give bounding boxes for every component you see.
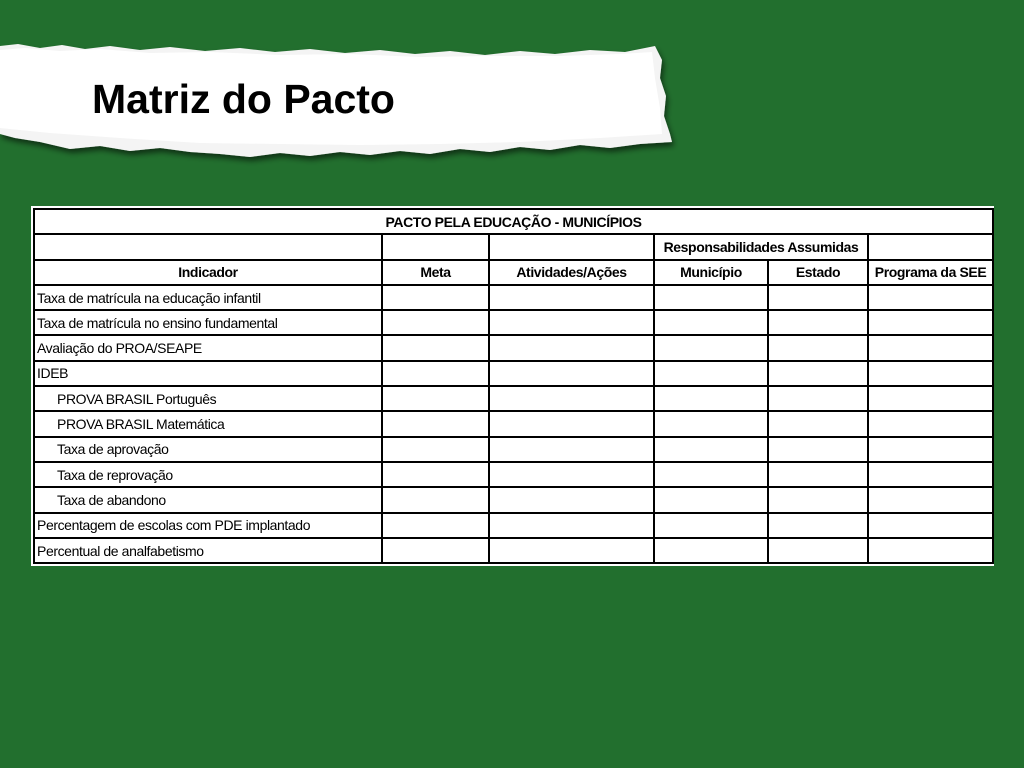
meta-cell	[382, 335, 489, 360]
atividades-cell	[489, 335, 654, 360]
column-header-row	[34, 260, 993, 285]
header-municipio: Município	[654, 260, 768, 285]
programa-cell	[868, 538, 993, 563]
table-row	[34, 335, 993, 360]
estado-cell	[768, 462, 868, 487]
meta-cell	[382, 462, 489, 487]
header-indicador: Indicador	[34, 260, 382, 285]
row-label: IDEB	[34, 361, 382, 386]
municipio-cell	[654, 437, 768, 462]
empty-cell	[868, 234, 993, 259]
municipio-cell	[654, 411, 768, 436]
header-meta: Meta	[382, 260, 489, 285]
table-row	[34, 386, 993, 411]
municipio-cell	[654, 361, 768, 386]
atividades-cell	[489, 487, 654, 512]
pact-table	[33, 208, 994, 564]
meta-cell	[382, 411, 489, 436]
estado-cell	[768, 437, 868, 462]
programa-cell	[868, 513, 993, 538]
table-row	[34, 437, 993, 462]
row-label: Taxa de matrícula no ensino fundamental	[34, 310, 382, 335]
municipio-cell	[654, 538, 768, 563]
estado-cell	[768, 386, 868, 411]
slide-title: Matriz do Pacto	[92, 76, 395, 122]
atividades-cell	[489, 285, 654, 310]
programa-cell	[868, 335, 993, 360]
atividades-cell	[489, 310, 654, 335]
empty-cell	[489, 234, 654, 259]
atividades-cell	[489, 513, 654, 538]
empty-cell	[382, 234, 489, 259]
row-label: Percentagem de escolas com PDE implantado	[34, 513, 382, 538]
estado-cell	[768, 285, 868, 310]
municipio-cell	[654, 462, 768, 487]
atividades-cell	[489, 361, 654, 386]
atividades-cell	[489, 437, 654, 462]
estado-cell	[768, 335, 868, 360]
meta-cell	[382, 487, 489, 512]
header-programa: Programa da SEE	[868, 260, 993, 285]
row-label: Taxa de aprovação	[34, 437, 382, 462]
row-label: Taxa de matrícula na educação infantil	[34, 285, 382, 310]
table-row	[34, 361, 993, 386]
estado-cell	[768, 487, 868, 512]
header-atividades: Atividades/Ações	[489, 260, 654, 285]
programa-cell	[868, 285, 993, 310]
table-row	[34, 538, 993, 563]
row-label: PROVA BRASIL Matemática	[34, 411, 382, 436]
table-title: PACTO PELA EDUCAÇÃO - MUNICÍPIOS	[34, 209, 993, 234]
empty-cell	[34, 234, 382, 259]
estado-cell	[768, 538, 868, 563]
group-header-row	[34, 234, 993, 259]
table-row	[34, 462, 993, 487]
meta-cell	[382, 386, 489, 411]
municipio-cell	[654, 285, 768, 310]
meta-cell	[382, 437, 489, 462]
meta-cell	[382, 361, 489, 386]
row-label: PROVA BRASIL Português	[34, 386, 382, 411]
atividades-cell	[489, 411, 654, 436]
table-row	[34, 310, 993, 335]
estado-cell	[768, 513, 868, 538]
programa-cell	[868, 310, 993, 335]
programa-cell	[868, 437, 993, 462]
municipio-cell	[654, 386, 768, 411]
header-estado: Estado	[768, 260, 868, 285]
meta-cell	[382, 538, 489, 563]
row-label: Taxa de reprovação	[34, 462, 382, 487]
table-row	[34, 487, 993, 512]
municipio-cell	[654, 487, 768, 512]
atividades-cell	[489, 462, 654, 487]
meta-cell	[382, 310, 489, 335]
municipio-cell	[654, 513, 768, 538]
responsibilities-header: Responsabilidades Assumidas	[654, 234, 868, 259]
row-label: Taxa de abandono	[34, 487, 382, 512]
meta-cell	[382, 285, 489, 310]
atividades-cell	[489, 386, 654, 411]
municipio-cell	[654, 310, 768, 335]
estado-cell	[768, 361, 868, 386]
table-row	[34, 513, 993, 538]
row-label: Percentual de analfabetismo	[34, 538, 382, 563]
table-row	[34, 411, 993, 436]
table-row	[34, 285, 993, 310]
programa-cell	[868, 411, 993, 436]
programa-cell	[868, 361, 993, 386]
programa-cell	[868, 487, 993, 512]
municipio-cell	[654, 335, 768, 360]
estado-cell	[768, 411, 868, 436]
atividades-cell	[489, 538, 654, 563]
meta-cell	[382, 513, 489, 538]
programa-cell	[868, 462, 993, 487]
estado-cell	[768, 310, 868, 335]
row-label: Avaliação do PROA/SEAPE	[34, 335, 382, 360]
table-title-row	[34, 209, 993, 234]
pact-table-container	[31, 206, 994, 566]
programa-cell	[868, 386, 993, 411]
